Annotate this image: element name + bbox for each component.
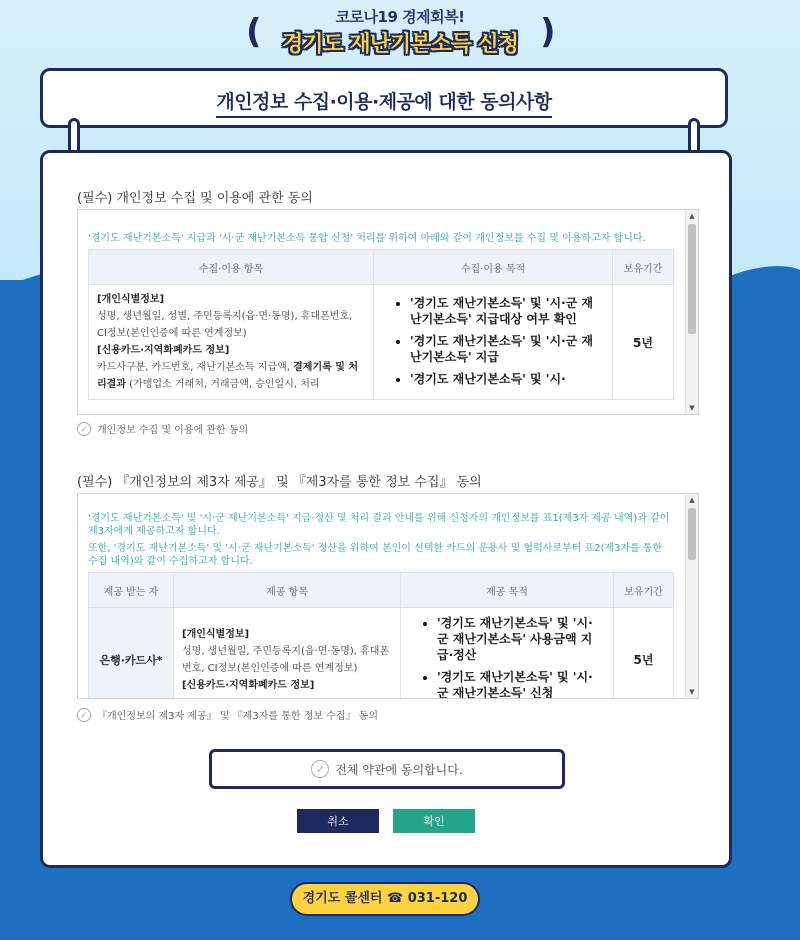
list-item: • '경기도 재난기본소득' 및 '시· <box>410 371 602 387</box>
section1-header-period: 보유기간 <box>613 250 674 285</box>
agree-all-label: 전체 약관에 동의합니다. <box>335 762 463 777</box>
items-text: (가맹업소 거래처, 거래금액, 승인일시, 처리 <box>129 379 320 390</box>
arrow-up-icon[interactable]: ▲ <box>689 212 695 220</box>
section2-header-purpose: 제공 목적 <box>401 573 614 608</box>
section2-title: (필수) 『개인정보의 제3자 제공』 및 『제3자를 통한 정보 수집』 동의 <box>77 475 482 490</box>
section1-agree-label: 개인정보 수집 및 이용에 관한 동의 <box>97 425 249 436</box>
section2-agree-label: 『개인정보의 제3자 제공』 및 『제3자를 통한 정보 수집』 동의 <box>97 711 379 722</box>
check-circle-icon: ✓ <box>77 708 91 722</box>
items-text: 성명, 생년월일, 성별, 주민등록지(읍·면·동명), 휴대폰번호, CI정보(본인인증에 따른 연계정보) <box>97 311 353 339</box>
items-heading: [신용카드·지역화폐카드 정보] <box>97 345 230 356</box>
section1-scrollbar[interactable] <box>685 210 698 414</box>
section2-scrollbar[interactable] <box>685 494 698 698</box>
confirm-button[interactable]: 확인 <box>393 809 475 833</box>
section2-purpose-cell <box>401 608 614 700</box>
list-item: • '경기도 재난기본소득' 및 '시·군 재난기본소득' 지급대상 여부 확인 <box>410 295 602 327</box>
list-item: • '경기도 재난기본소득' 및 '시·군 재난기본소득' 사용금액 지급·정산 <box>437 615 603 663</box>
table-row <box>89 608 674 700</box>
scroll-thumb[interactable] <box>688 224 696 334</box>
check-circle-icon: ✓ <box>77 422 91 436</box>
section2-provider-cell: 은행·카드사* <box>89 608 174 700</box>
agree-all-checkbox[interactable] <box>209 749 565 789</box>
section2-items-cell <box>174 608 401 700</box>
items-heading: [개인식별정보] <box>182 628 250 640</box>
scroll-thumb[interactable] <box>688 508 696 560</box>
section1-terms-box[interactable] <box>77 209 699 415</box>
list-item: • '경기도 재난기본소득' 및 '시·군 재난기본소득' 지급 <box>410 333 602 365</box>
table-row <box>89 285 674 400</box>
section2-header-items: 제공 항목 <box>174 573 401 608</box>
brand-title: 경기도 재난기본소득 신청 <box>281 32 519 57</box>
bracket-right-decoration: ) <box>540 12 556 52</box>
section1-header-purpose: 수집·이용 목적 <box>374 250 613 285</box>
callcenter-button[interactable]: 경기도 콜센터 ☎ 031-120 <box>290 882 480 916</box>
section1-header-items: 수집·이용 항목 <box>89 250 374 285</box>
section1-agree-checkbox[interactable] <box>77 421 248 436</box>
section1-items-cell <box>89 285 374 400</box>
section2-table <box>88 572 674 699</box>
title-card <box>40 68 728 128</box>
section2-header-provider: 제공 받는 자 <box>89 573 174 608</box>
section2-intro-1: '경기도 재난기본소득' 및 '시·군 재난기본소득' 지급·정산 및 처리 결과 안내를 위해 신청자의 개인정보를 표1(제3자 제공 내역)과 같이 제3자에게 제공하고자 합니다. <box>88 513 670 537</box>
bracket-left-decoration: ( <box>246 12 262 52</box>
list-item: • '경기도 재난기본소득' 및 '시·군 재난기본소득' 신청 <box>437 669 603 699</box>
items-text: 카드사구분, 카드번호, 재난기본소득 지급액, <box>97 362 290 373</box>
section2-period-cell: 5년 <box>614 608 674 700</box>
section2-header-period: 보유기간 <box>614 573 674 608</box>
arrow-down-icon[interactable]: ▼ <box>689 404 695 412</box>
section1-title: (필수) 개인정보 수집 및 이용에 관한 동의 <box>77 191 313 206</box>
section1-period-cell: 5년 <box>613 285 674 400</box>
section1-table <box>88 249 674 400</box>
items-heading: [개인식별정보] <box>97 294 165 305</box>
brand-subtitle: 코로나19 경제회복! <box>335 8 465 26</box>
section1-purpose-cell <box>374 285 613 400</box>
arrow-down-icon[interactable]: ▼ <box>689 688 695 696</box>
section1-intro: '경기도 재난기본소득' 지급과 '시·군 재난기본소득 통합 신청' 처리를 위하여 아래와 같이 개인정보를 수집 및 이용하고자 합니다. <box>88 233 646 244</box>
page-title: 개인정보 수집·이용·제공에 대한 동의사항 <box>216 87 551 118</box>
section2-intro-2: 또한, '경기도 재난기본소득' 및 '시·군 재난기본소득' 정산을 위하여 본인이 선택한 카드의 운용사 및 협력사로부터 표2(제3자를 통한 수집 내역)와 같이 수집하고자 합니다. <box>88 543 663 567</box>
consent-card <box>40 150 732 868</box>
items-text: 성명, 생년월일, 주민등록지(읍·면·동명), 휴대폰번호, CI정보(본인인증에 따른 연계정보) <box>182 645 390 674</box>
items-text: 결제기록 및 처리결과 <box>97 362 359 390</box>
items-heading: [신용카드·지역화폐카드 정보] <box>182 679 315 691</box>
arrow-up-icon[interactable]: ▲ <box>689 496 695 504</box>
brand-header <box>0 6 800 58</box>
section2-agree-checkbox[interactable] <box>77 707 378 722</box>
check-circle-icon: ✓ <box>311 760 329 778</box>
cancel-button[interactable]: 취소 <box>297 809 379 833</box>
section2-terms-box[interactable] <box>77 493 699 699</box>
